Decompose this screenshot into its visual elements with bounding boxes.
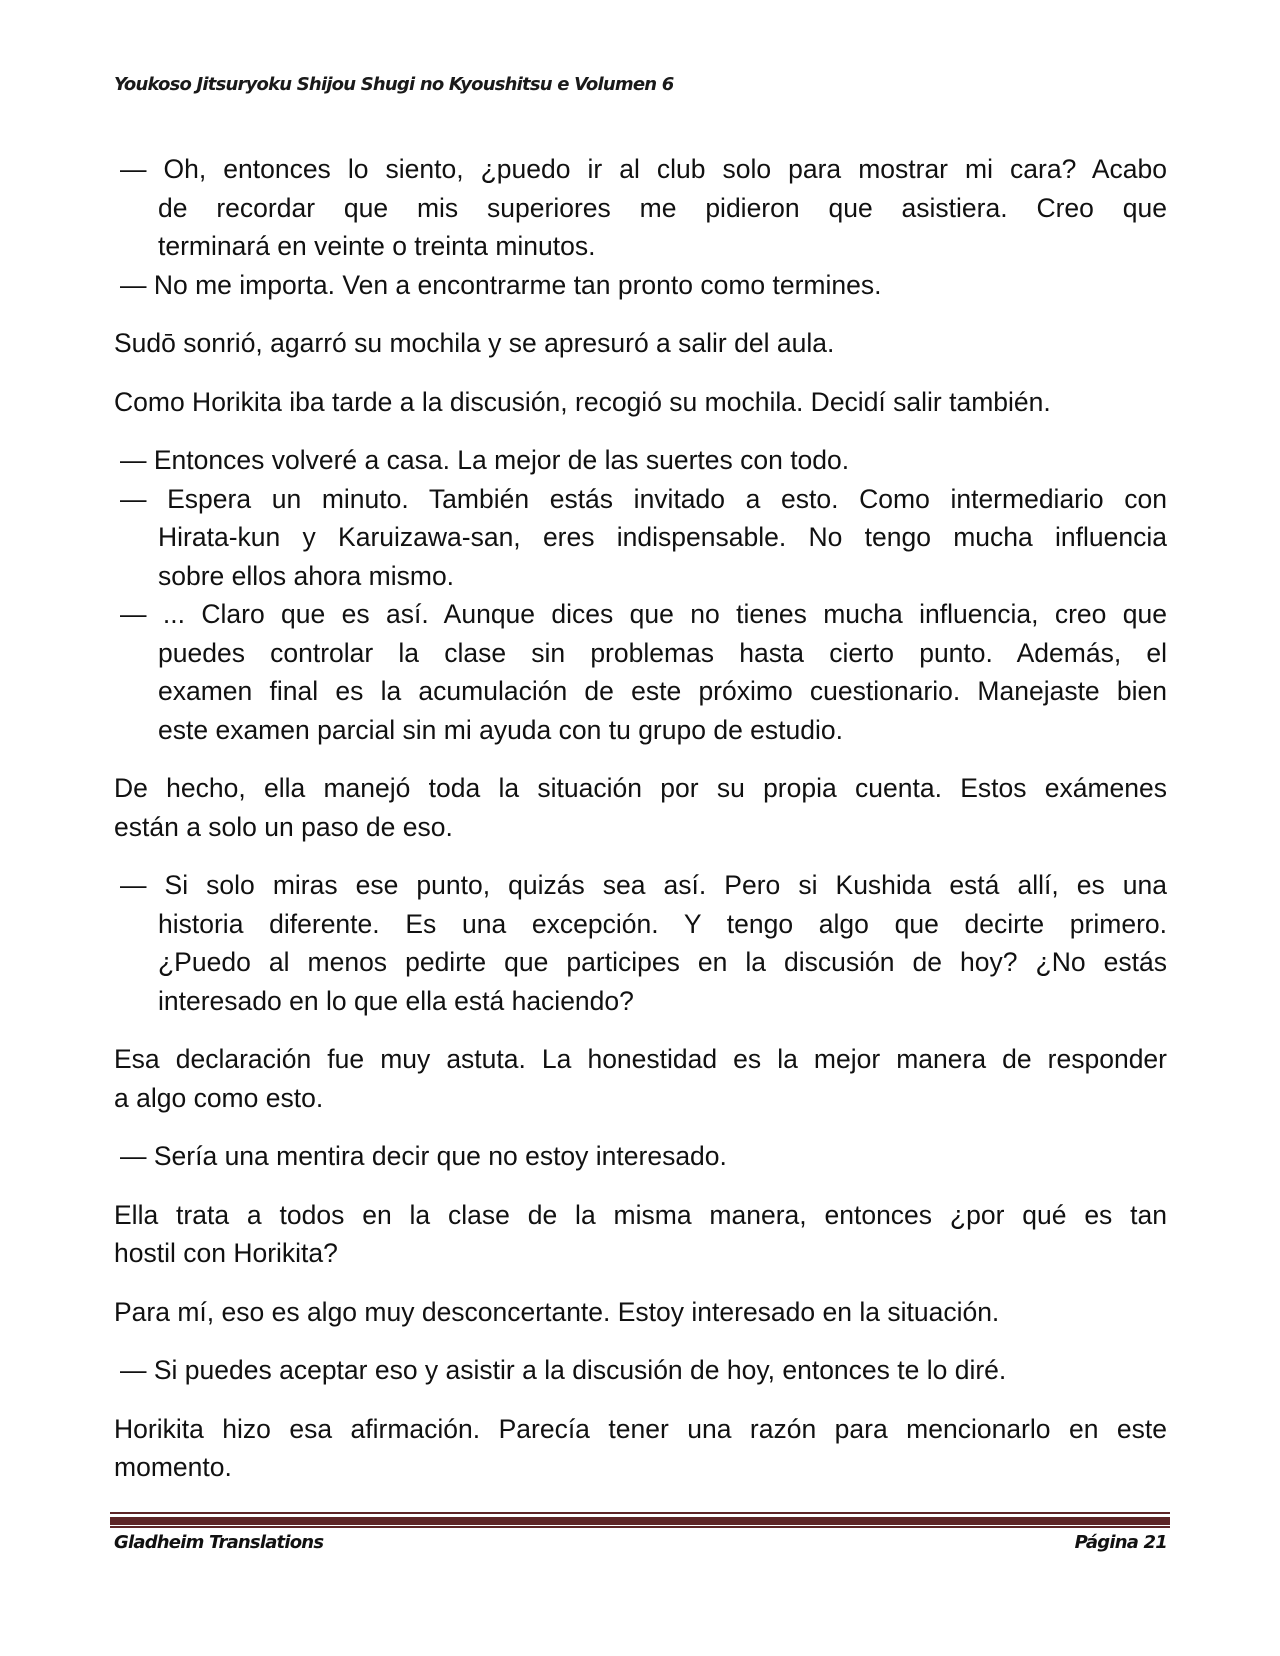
dialogue-line: — Oh, entonces lo siento, ¿puedo ir al club solo para mostrar mi cara? Acabo [120, 154, 1167, 184]
dialogue-line: — Espera un minuto. También estás invitado a esto. Como intermediario con [120, 483, 1167, 514]
footer-rule-top [110, 1512, 1170, 1514]
paragraph-line: a algo como esto. [114, 1082, 324, 1113]
paragraph [114, 1410, 1167, 1487]
dialogue-line: puedes controlar la clase sin problemas hasta cierto punto. Además, el [158, 637, 1167, 668]
footer-translator: Gladheim Translations [114, 1532, 324, 1553]
paragraph [114, 1040, 1167, 1117]
dialogue-line: — Si solo miras ese punto, quizás sea así. Pero si Kushida está allí, es una [120, 870, 1167, 900]
dialogue-line: — ... Claro que es así. Aunque dices que no tienes mucha influencia, creo que [120, 599, 1167, 629]
paragraph [114, 1293, 1167, 1332]
footer-page-number: Página 21 [1074, 1532, 1167, 1553]
dialogue-line: este examen parcial sin mi ayuda con tu grupo de estudio. [158, 714, 843, 745]
paragraph-line: momento. [114, 1452, 232, 1482]
paragraph-line: Ella trata a todos en la clase de la misma manera, entonces ¿por qué es tan [114, 1199, 1167, 1230]
dialogue-line: interesado en lo que ella está haciendo? [158, 985, 634, 1016]
dialogue-line: — Entonces volveré a casa. La mejor de las suertes con todo. [120, 445, 850, 475]
paragraph-line: Sudō sonrió, agarró su mochila y se apresuró a salir del aula. [114, 328, 835, 358]
paragraph-line: Esa declaración fue muy astuta. La honestidad es la mejor manera de responder [114, 1044, 1167, 1074]
footer-rule-bottom [110, 1526, 1170, 1528]
dialogue-line: ¿Puedo al menos pedirte que participes en la discusión de hoy? ¿No estás [158, 947, 1167, 977]
dialogue-line: — Si puedes aceptar eso y asistir a la discusión de hoy, entonces te lo diré. [120, 1355, 1007, 1385]
dialogue-line: terminará en veinte o treinta minutos. [158, 231, 596, 261]
dialogue-line: — Sería una mentira decir que no estoy interesado. [120, 1141, 727, 1171]
dialogue-block [114, 150, 1167, 304]
dialogue-block [114, 1351, 1167, 1390]
dialogue-line: sobre ellos ahora mismo. [158, 560, 455, 591]
running-header: Youkoso Jitsuryoku Shijou Shugi no Kyoushitsu e Volumen 6 [114, 74, 674, 95]
paragraph [114, 383, 1167, 422]
dialogue-block [114, 1137, 1167, 1176]
dialogue-line: historia diferente. Es una excepción. Y tengo algo que decirte primero. [158, 908, 1167, 939]
paragraph-line: hostil con Horikita? [114, 1238, 338, 1268]
dialogue-block [114, 441, 1167, 749]
page-body [114, 150, 1167, 1507]
dialogue-line: examen final es la acumulación de este próximo cuestionario. Manejaste bien [158, 676, 1167, 706]
footer-rule [110, 1516, 1170, 1525]
paragraph [114, 324, 1167, 363]
dialogue-block [114, 866, 1167, 1020]
paragraph-line: Como Horikita iba tarde a la discusión, recogió su mochila. Decidí salir también. [114, 386, 1051, 417]
paragraph-line: Para mí, eso es algo muy desconcertante. Estoy interesado en la situación. [114, 1296, 1000, 1327]
paragraph [114, 769, 1167, 846]
paragraph-line: Horikita hizo esa afirmación. Parecía tener una razón para mencionarlo en este [114, 1413, 1167, 1444]
dialogue-line: — No me importa. Ven a encontrarme tan pronto como termines. [120, 269, 882, 300]
dialogue-line: Hirata-kun y Karuizawa-san, eres indispensable. No tengo mucha influencia [158, 522, 1167, 552]
paragraph [114, 1196, 1167, 1273]
paragraph-line: De hecho, ella manejó toda la situación por su propia cuenta. Estos exámenes [114, 773, 1167, 803]
dialogue-line: de recordar que mis superiores me pidieron que asistiera. Creo que [158, 192, 1167, 223]
paragraph-line: están a solo un paso de eso. [114, 811, 453, 842]
